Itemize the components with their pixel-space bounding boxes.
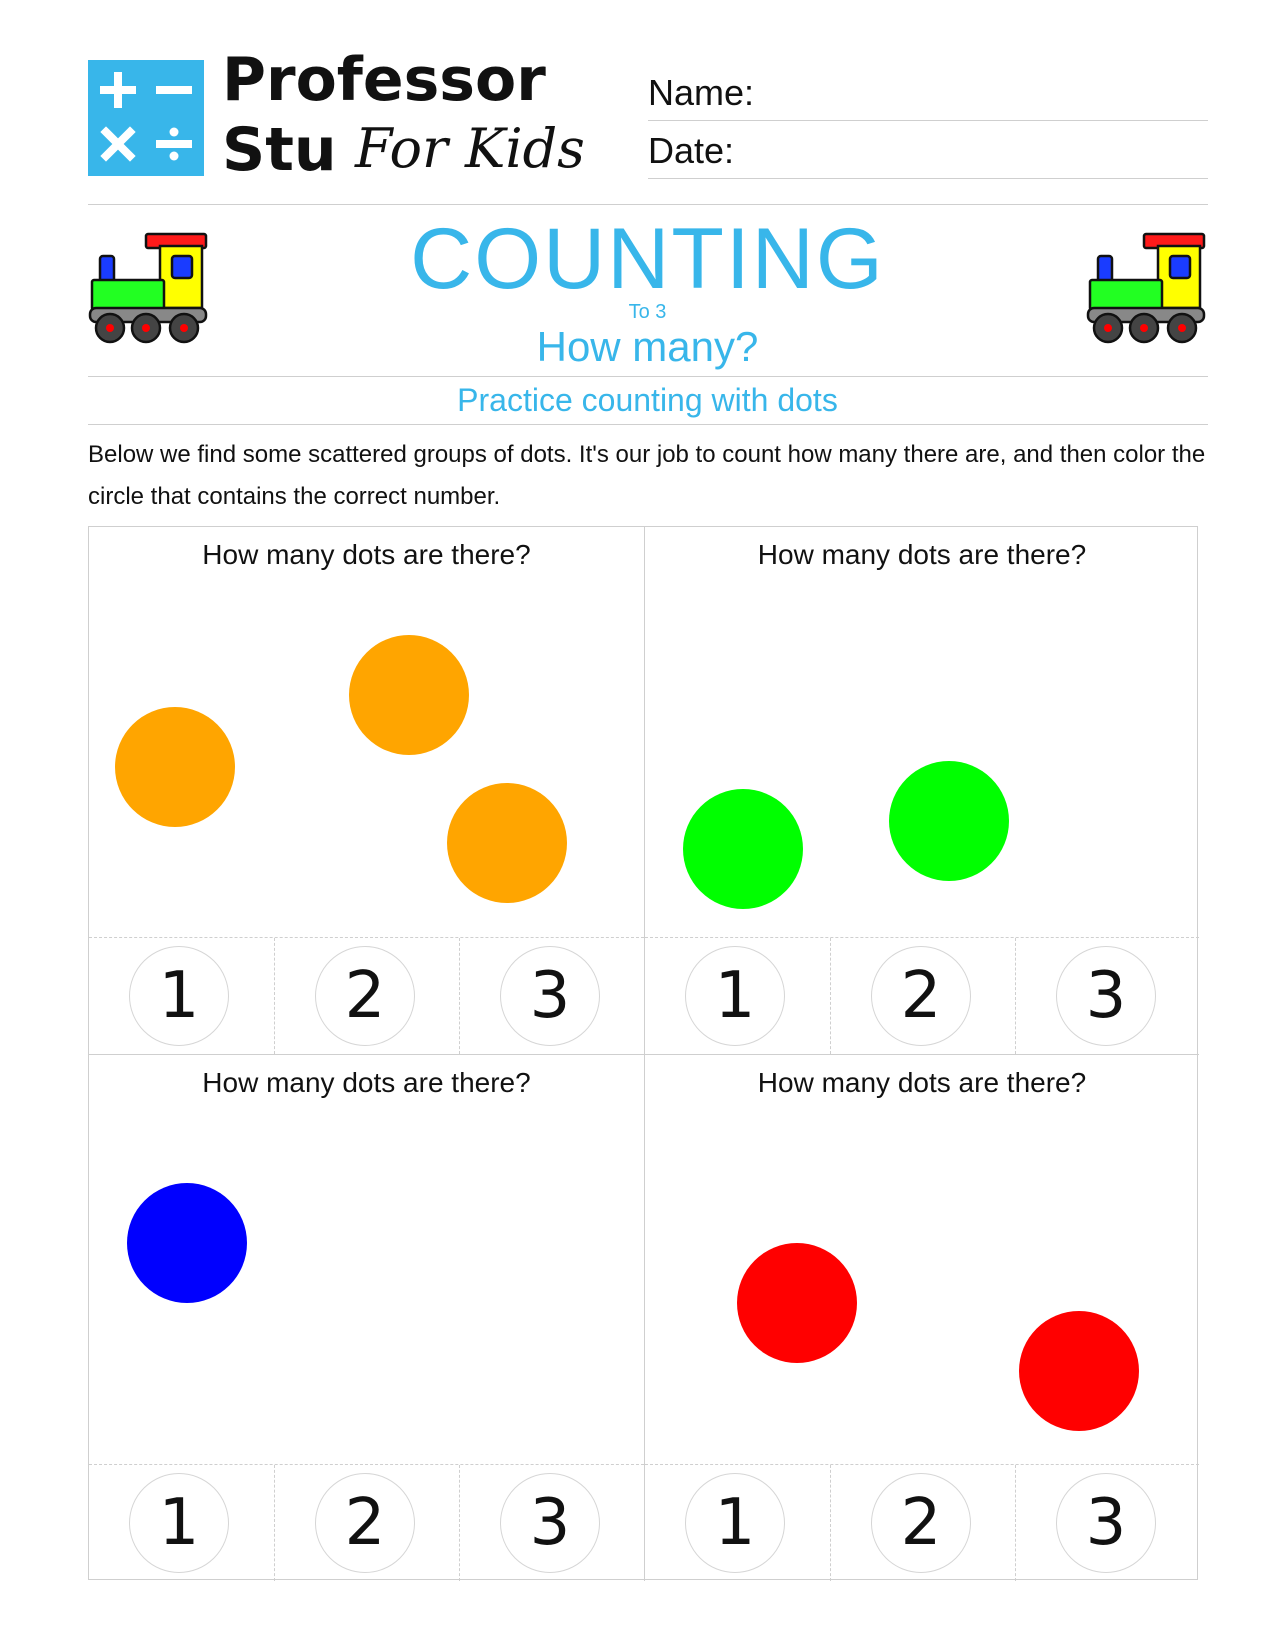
- answer-cell: [645, 938, 830, 1054]
- dot: [683, 789, 803, 909]
- answer-cell: [459, 938, 644, 1054]
- answer-choices: [89, 937, 644, 1054]
- instructions-text: Below we find some scattered groups of dots. It's our job to count how many there are, and then color the circle that contains the correct number.: [88, 441, 1206, 510]
- answer-circle-2[interactable]: 2: [871, 946, 971, 1046]
- answer-cell: [274, 1465, 459, 1581]
- answer-cell: [459, 1465, 644, 1581]
- answer-choices: [89, 1464, 644, 1581]
- answer-cell: [89, 938, 274, 1054]
- divider: [88, 424, 1208, 425]
- answer-cell: [1015, 1465, 1200, 1581]
- divider: [88, 204, 1208, 205]
- brand-logo-icon: [88, 60, 204, 176]
- divider: [88, 376, 1208, 377]
- answer-cell: [830, 1465, 1015, 1581]
- question-panel: [644, 1054, 1199, 1581]
- answer-cell: [830, 938, 1015, 1054]
- answer-circle-3[interactable]: 3: [500, 946, 600, 1046]
- dot: [127, 1183, 247, 1303]
- answer-circle-2[interactable]: 2: [315, 946, 415, 1046]
- answer-cell: [1015, 938, 1200, 1054]
- answer-circle-3[interactable]: 3: [1056, 1473, 1156, 1573]
- dot: [737, 1243, 857, 1363]
- answer-circle-2[interactable]: 2: [871, 1473, 971, 1573]
- question-panel: [644, 527, 1199, 1054]
- name-label: Name:: [648, 72, 755, 113]
- answer-circle-2[interactable]: 2: [315, 1473, 415, 1573]
- answer-circle-1[interactable]: 1: [129, 946, 229, 1046]
- dot: [115, 707, 235, 827]
- dot: [447, 783, 567, 903]
- date-label: Date:: [648, 130, 735, 171]
- answer-circle-1[interactable]: 1: [685, 1473, 785, 1573]
- worksheet-practice-heading: Practice counting with dots: [457, 382, 838, 418]
- question-panel: [89, 1054, 644, 1581]
- answer-circle-1[interactable]: 1: [685, 946, 785, 1046]
- answer-choices: [645, 1464, 1199, 1581]
- name-field[interactable]: [648, 66, 1208, 121]
- answer-cell: [274, 938, 459, 1054]
- answer-cell: [645, 1465, 830, 1581]
- brand-name-line1: Professor: [222, 45, 546, 115]
- answer-circle-3[interactable]: 3: [1056, 946, 1156, 1046]
- brand-tagline: For Kids: [355, 117, 585, 180]
- answer-cell: [89, 1465, 274, 1581]
- worksheet-question: How many?: [536, 323, 759, 370]
- question-panel: [89, 527, 644, 1054]
- question-prompt: How many dots are there?: [757, 539, 1087, 570]
- question-prompt: How many dots are there?: [202, 1067, 531, 1098]
- worksheet-subtitle: To 3: [628, 301, 667, 323]
- question-grid: [88, 526, 1198, 1580]
- question-prompt: How many dots are there?: [202, 539, 531, 570]
- dot: [889, 761, 1009, 881]
- answer-choices: [645, 937, 1199, 1054]
- answer-circle-3[interactable]: 3: [500, 1473, 600, 1573]
- dot: [1019, 1311, 1139, 1431]
- answer-circle-1[interactable]: 1: [129, 1473, 229, 1573]
- dot: [349, 635, 469, 755]
- date-field[interactable]: [648, 124, 1208, 179]
- brand-name-line2: Stu: [222, 115, 337, 185]
- question-prompt: How many dots are there?: [757, 1067, 1087, 1098]
- worksheet-title: COUNTING: [410, 211, 885, 307]
